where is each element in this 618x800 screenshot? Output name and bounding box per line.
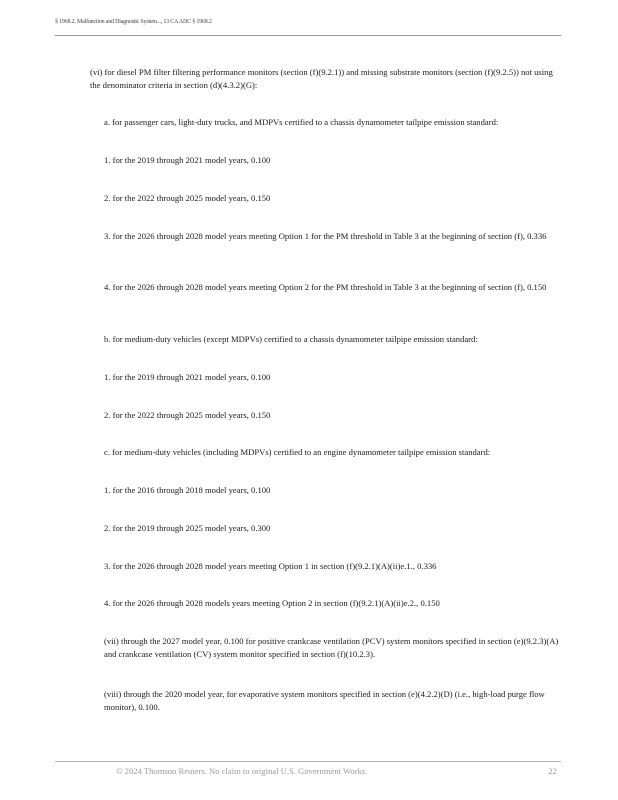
paragraph-vi-a: a. for passenger cars, light-duty trucks, and MDPVs certified to a chassis dynamometer tailpipe emission standard: xyxy=(104,117,499,127)
paragraph-viii: (viii) through the 2020 model year, for evaporative system monitors specified in section (e)(4.2.2)(D) (i.e., high-load purge flow monitor), 0.100. xyxy=(104,689,545,712)
header-divider xyxy=(55,35,561,36)
paragraph-vi-a-1: 1. for the 2019 through 2021 model years, 0.100 xyxy=(104,155,271,165)
paragraph-vi-b: b. for medium-duty vehicles (except MDPVs) certified to a chassis dynamometer tailpipe emission standard: xyxy=(104,334,478,344)
paragraph-vi-c-2: 2. for the 2019 through 2025 model years, 0.300 xyxy=(104,523,271,533)
paragraph-vii: (vii) through the 2027 model year, 0.100 for positive crankcase ventilation (PCV) system monitors specified in section (e)(9.2.3)(A) and crankcase ventilation (CV) system monitor specified in section (f)(10.2.3). xyxy=(104,636,559,659)
paragraph-vi-a-2: 2. for the 2022 through 2025 model years, 0.150 xyxy=(104,193,271,203)
paragraph-vi-a-4: 4. for the 2026 through 2028 model years meeting Option 2 for the PM threshold in Table 3 at the beginning of section (f), 0.150 xyxy=(104,282,547,292)
paragraph-vi-b-2: 2. for the 2022 through 2025 model years, 0.150 xyxy=(104,410,271,420)
paragraph-vi-c-4: 4. for the 2026 through 2028 models years meeting Option 2 in section (f)(9.2.1)(A)(ii)e.2., 0.150 xyxy=(104,598,440,608)
paragraph-vi-b-1: 1. for the 2019 through 2021 model years, 0.100 xyxy=(104,372,271,382)
paragraph-vi-c: c. for medium-duty vehicles (including MDPVs) certified to an engine dynamometer tailpipe emission standard: xyxy=(104,447,491,457)
paragraph-vi-a-3: 3. for the 2026 through 2028 model years meeting Option 1 for the PM threshold in Table 3 at the beginning of section (f), 0.336 xyxy=(104,231,547,241)
running-header: § 1968.2. Malfunction and Diagnostic System..., 13 CA ADC § 1968.2 xyxy=(55,19,212,25)
page-number: 22 xyxy=(548,766,557,776)
footer-copyright: © 2024 Thomson Reuters. No claim to original U.S. Government Works. xyxy=(116,766,368,776)
paragraph-vi-c-3: 3. for the 2026 through 2028 model years meeting Option 1 in section (f)(9.2.1)(A)(ii)e.1., 0.336 xyxy=(104,561,437,571)
paragraph-vi-c-1: 1. for the 2016 through 2018 model years, 0.100 xyxy=(104,485,271,495)
paragraph-vi: (vi) for diesel PM filter filtering performance monitors (section (f)(9.2.1)) and missing substrate monitors (section (f)(9.2.5)) not using the denominator criteria in section (d)(4.3.2)(G): xyxy=(90,67,553,90)
footer-divider xyxy=(55,761,561,762)
